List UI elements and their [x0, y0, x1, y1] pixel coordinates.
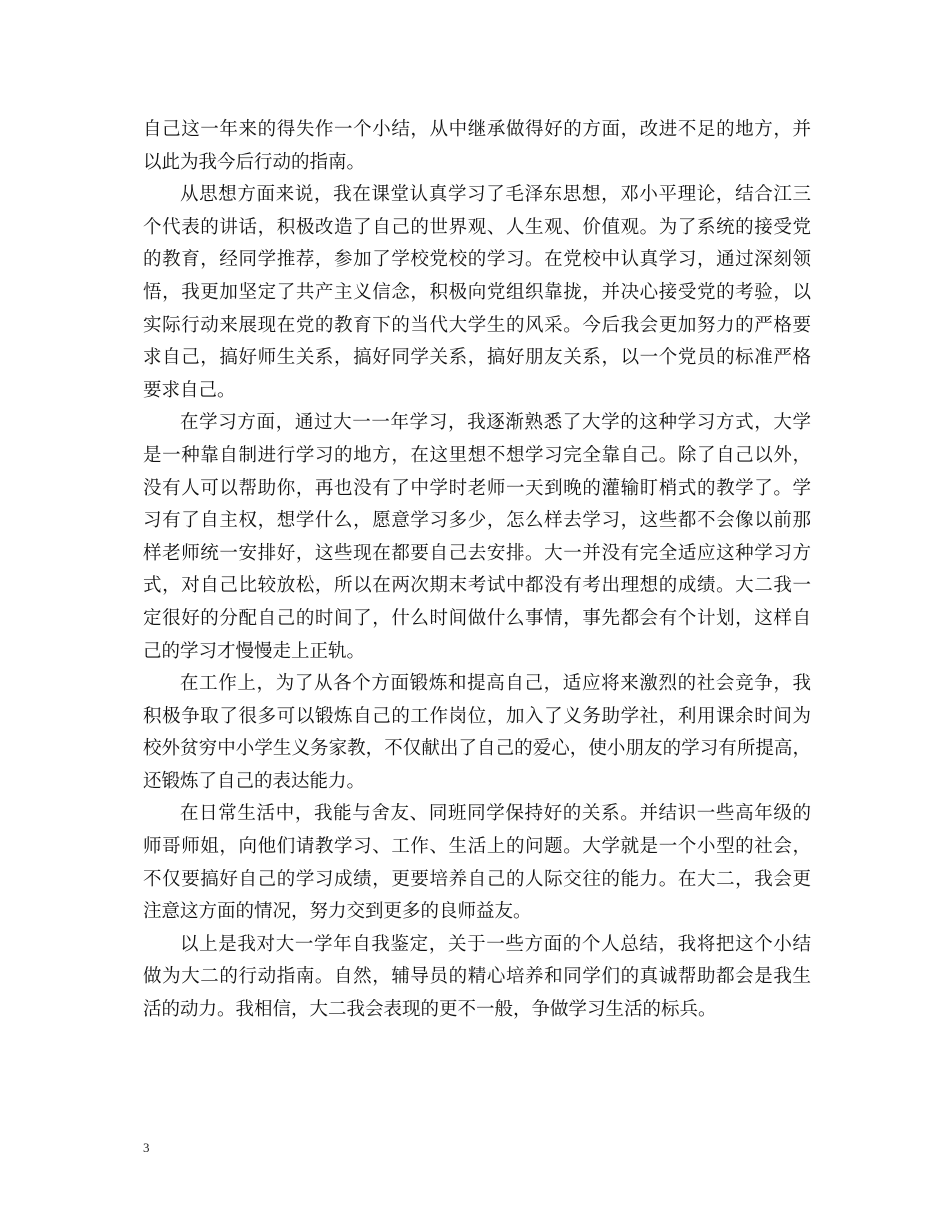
text-line: 以上是我对大一学年自我鉴定，关于一些方面的个人总结，我将把这个小结 — [180, 933, 811, 955]
text-line: 以此为我今后行动的指南。 — [143, 151, 366, 173]
text-line: 从思想方面来说，我在课堂认真学习了毛泽东思想，邓小平理论，结合江三 — [180, 184, 811, 206]
text-line: 个代表的讲话，积极改造了自己的世界观、人生观、价值观。为了系统的接受党 — [143, 216, 811, 238]
text-line: 样老师统一安排好，这些现在都要自己去安排。大一并没有完全适应这种学习方 — [143, 542, 811, 564]
text-line: 习有了自主权，想学什么，愿意学习多少，怎么样去学习，这些都不会像以前那 — [143, 510, 811, 532]
text-line: 在日常生活中，我能与舍友、同班同学保持好的关系。并结识一些高年级的 — [180, 803, 811, 825]
text-line: 实际行动来展现在党的教育下的当代大学生的风采。今后我会更加努力的严格要 — [143, 314, 811, 336]
text-line: 在学习方面，通过大一一年学习，我逐渐熟悉了大学的这种学习方式，大学 — [180, 412, 811, 434]
text-line: 是一种靠自制进行学习的地方，在这里想不想学习完全靠自己。除了自己以外， — [143, 444, 811, 466]
text-line: 校外贫穷中小学生义务家教，不仅献出了自己的爱心，使小朋友的学习有所提高， — [143, 738, 811, 760]
text-line: 自己这一年来的得失作一个小结，从中继承做得好的方面，改进不足的地方，并 — [143, 119, 811, 140]
text-line: 活的动力。我相信，大二我会表现的更不一般，争做学习生活的标兵。 — [143, 999, 717, 1021]
text-line: 积极争取了很多可以锻炼自己的工作岗位，加入了义务助学社，利用课余时间为 — [143, 705, 811, 727]
text-line: 要求自己。 — [143, 379, 236, 401]
text-line: 注意这方面的情况，努力交到更多的良师益友。 — [143, 901, 532, 923]
text-line: 还锻炼了自己的表达能力。 — [143, 770, 366, 792]
body-text — [143, 114, 811, 1027]
text-line: 做为大二的行动指南。自然，辅导员的精心培养和同学们的真诚帮助都会是我生 — [143, 966, 811, 988]
text-line: 己的学习才慢慢走上正轨。 — [143, 640, 366, 662]
page-number: 3 — [143, 1140, 150, 1155]
text-line: 师哥师姐，向他们请教学习、工作、生活上的问题。大学就是一个小型的社会， — [143, 836, 811, 858]
text-line: 悟，我更加坚定了共产主义信念，积极向党组织靠拢，并决心接受党的考验，以 — [143, 281, 811, 303]
text-line: 的教育，经同学推荐，参加了学校党校的学习。在党校中认真学习，通过深刻领 — [143, 249, 811, 271]
text-line: 式，对自己比较放松，所以在两次期末考试中都没有考出理想的成绩。大二我一 — [143, 575, 811, 597]
text-line: 定很好的分配自己的时间了，什么时间做什么事情，事先都会有个计划，这样自 — [143, 607, 811, 629]
text-line: 没有人可以帮助你，再也没有了中学时老师一天到晚的灌输盯梢式的教学了。学 — [143, 477, 811, 499]
text-line: 在工作上，为了从各个方面锻炼和提高自己，适应将来激烈的社会竞争，我 — [180, 673, 811, 695]
text-line: 不仅要搞好自己的学习成绩，更要培养自己的人际交往的能力。在大二，我会更 — [143, 868, 811, 890]
text-line: 求自己，搞好师生关系，搞好同学关系，搞好朋友关系，以一个党员的标准严格 — [143, 347, 811, 369]
